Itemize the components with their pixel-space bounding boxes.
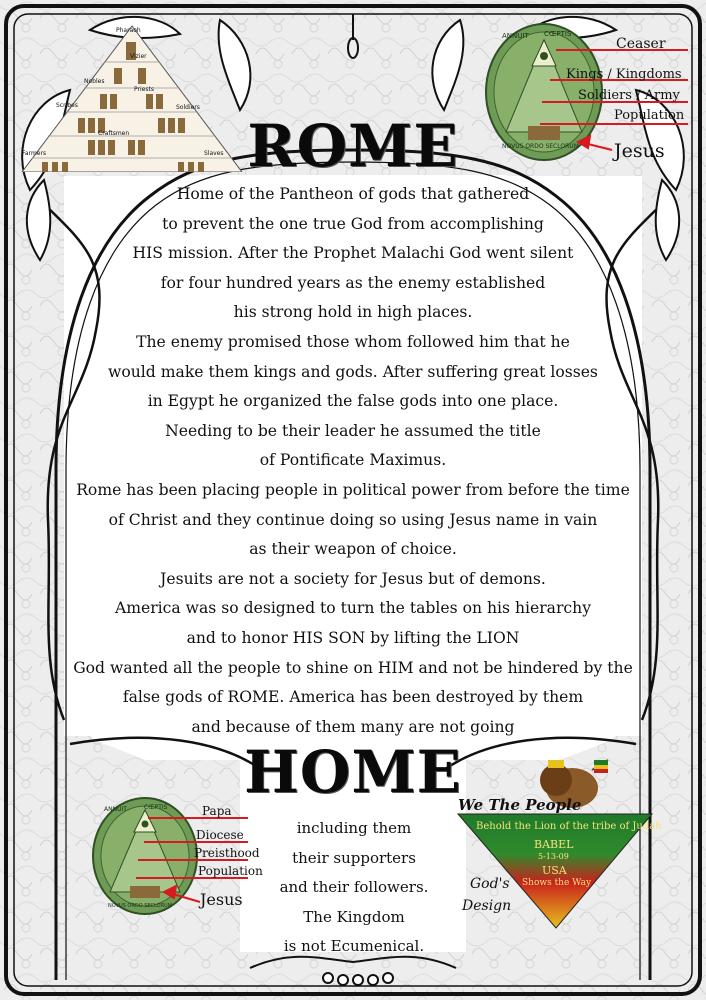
seal-top-motto: NOVUS ORDO SECLORUM [502, 143, 579, 150]
body-line: Jesuits are not a society for Jesus but of demons. [160, 569, 546, 588]
title-rome: ROME [247, 112, 459, 180]
seal-top-label-2: Kings / Kingdoms [566, 67, 682, 82]
lion-panel-date: 5-13-09 [538, 852, 569, 861]
closing-line: including them [296, 819, 412, 837]
body-line: and to honor HIS SON by lifting the LION [186, 628, 520, 647]
seal-bottom-label-2: Diocese [196, 828, 244, 842]
lion-panel-babel: BABEL [534, 838, 574, 851]
body-line: as their weapon of choice. [249, 540, 457, 559]
seal-top-annuit: ANNUIT [502, 32, 529, 40]
lion-panel-way: Shows the Way [522, 878, 592, 888]
seal-bottom-label-1: Papa [202, 804, 232, 818]
lion-panel-usa: USA [542, 864, 567, 877]
title-home: HOME [244, 738, 462, 806]
body-line: America was so designed to turn the tables on his hierarchy [114, 599, 592, 618]
body-line: of Christ and they continue doing so using Jesus name in vain [108, 510, 598, 529]
seal-bottom-label-4: Population [198, 864, 263, 878]
body-line: his strong hold in high places. [233, 303, 473, 322]
seal-bottom-coeptis: CŒPTIS [144, 804, 168, 811]
lion-panel-banner: Behold the Lion of the tribe of Judah [476, 821, 662, 832]
body-line: in Egypt he organized the false gods into one place. [147, 392, 559, 411]
lion-panel-gods: God's [470, 876, 510, 892]
body-line: Needing to be their leader he assumed the title [165, 421, 541, 440]
pyramid-label-vizier: Vizier [130, 53, 147, 60]
pyramid-label-pharaoh: Pharaoh [116, 27, 141, 34]
seal-bottom-motto: NOVUS ORDO SECLORUM [108, 903, 173, 909]
pyramid-label-scribes: Scribes [56, 102, 78, 109]
pyramid-label-farmers: Farmers [22, 150, 47, 157]
body-line: to prevent the one true God from accomplishing [162, 214, 544, 233]
seal-top-coeptis: CŒPTIS [544, 30, 572, 38]
body-line: God wanted all the people to shine on HIM and not be hindered by the [73, 658, 633, 677]
closing-line: is not Ecumenical. [283, 937, 425, 955]
pyramid-label-craftsmen: Craftsmen [98, 130, 130, 137]
body-line: The enemy promised those whom followed him that he [136, 332, 570, 351]
seal-bottom-jesus: Jesus [200, 890, 243, 909]
pyramid-label-slaves: Slaves [204, 150, 224, 157]
body-line: false gods of ROME. America has been destroyed by them [122, 688, 584, 707]
seal-bottom-annuit: ANNUIT [104, 806, 127, 813]
body-line: HIS mission. After the Prophet Malachi God went silent [132, 244, 574, 263]
pyramid-label-nobles: Nobles [84, 78, 105, 85]
body-line: of Pontificate Maximus. [259, 451, 447, 470]
body-line: would make them kings and gods. After suffering great losses [108, 362, 598, 381]
pyramid-label-soldiers: Soldiers [176, 104, 200, 111]
body-line: for four hundred years as the enemy established [160, 273, 546, 292]
seal-bottom-label-3: Preisthood [194, 846, 260, 860]
closing-line: and their followers. [279, 878, 429, 896]
closing-line: their supporters [292, 848, 416, 867]
seal-top-label-1: Ceaser [616, 36, 666, 52]
lion-panel-design: Design [462, 898, 512, 914]
lion-panel-header-we-the: We The People [458, 796, 582, 814]
body-line: and because of them many are not going [191, 717, 515, 736]
closing-paragraph [262, 814, 446, 962]
seal-top-label-3: Soldiers / Army [578, 88, 680, 103]
pyramid-label-priests: Priests [134, 86, 154, 93]
closing-line: The Kingdom [303, 907, 405, 926]
body-paragraph [60, 180, 646, 742]
seal-top-label-4: Population [614, 108, 685, 123]
body-line: Home of the Pantheon of gods that gathered [176, 185, 530, 203]
seal-top-jesus: Jesus [614, 140, 665, 162]
body-line: Rome has been placing people in political power from before the time [76, 480, 630, 499]
